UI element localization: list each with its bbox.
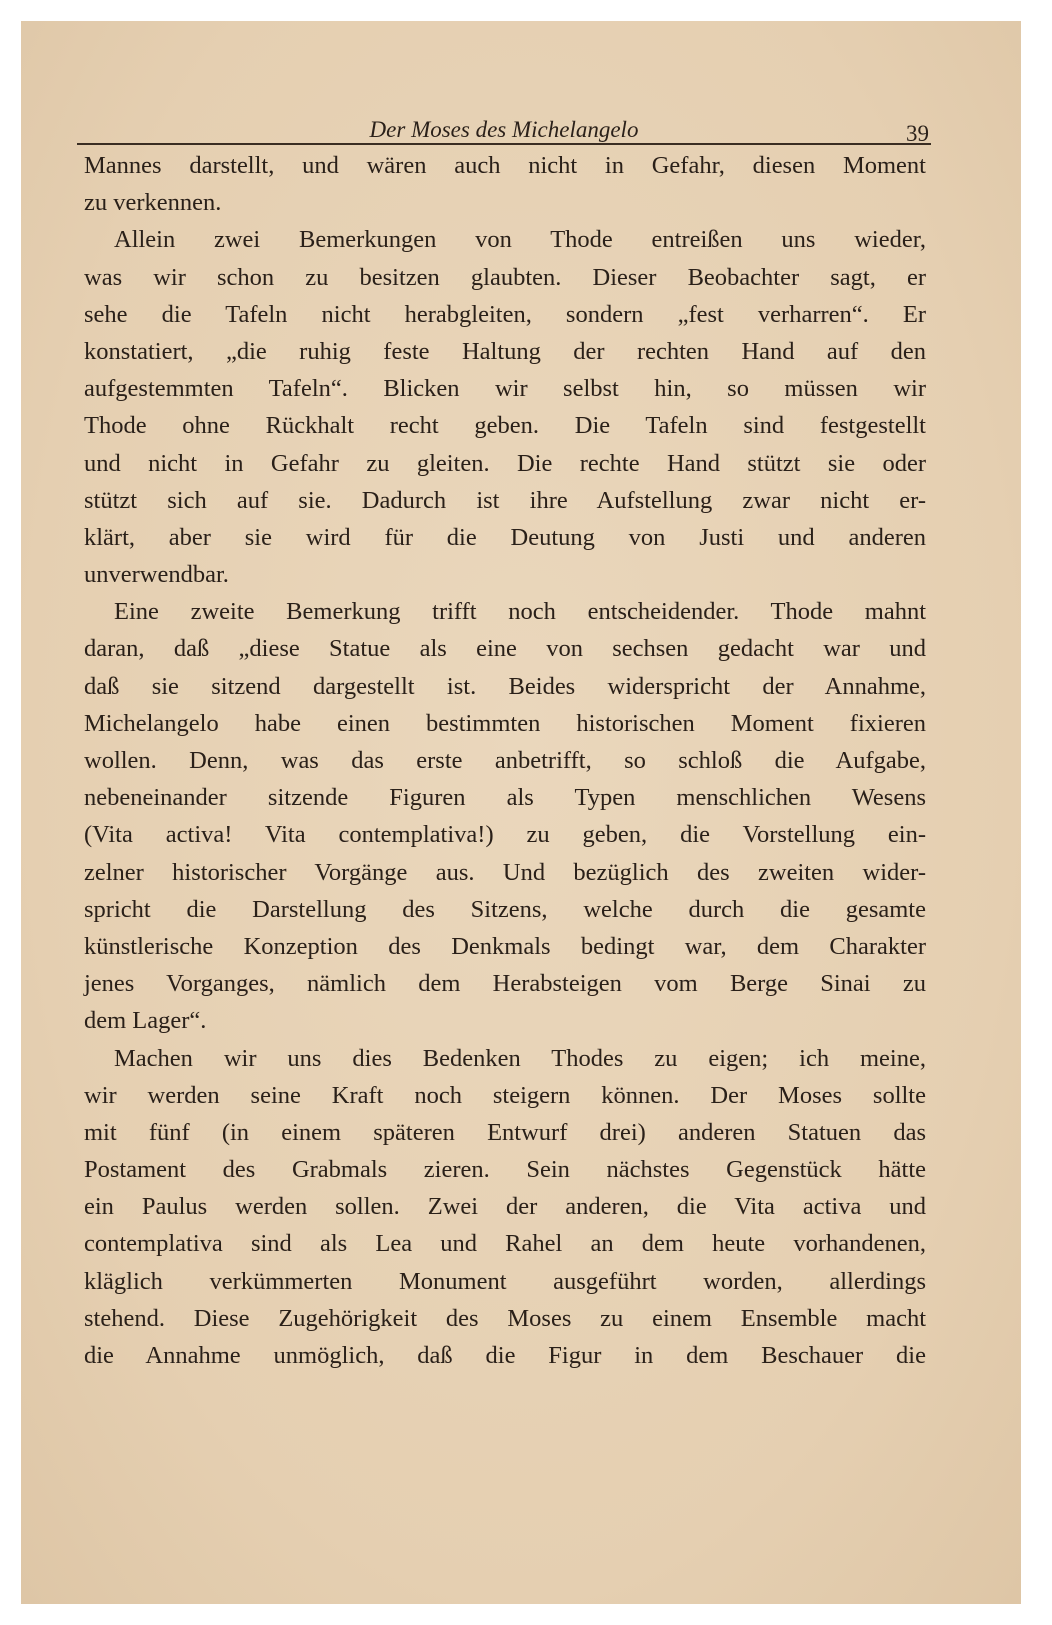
text-line: spricht die Darstellung des Sitzens, welche durch die gesamte — [84, 895, 926, 923]
text-line: stützt sich auf sie. Dadurch ist ihre Aufstellung zwar nicht er- — [84, 486, 926, 514]
text-line: stehend. Diese Zugehörigkeit des Moses zu einem Ensemble macht — [84, 1304, 926, 1332]
text-line: Mannes darstellt, und wären auch nicht in Gefahr, diesen Moment — [84, 152, 926, 179]
text-line: die Annahme unmöglich, daß die Figur in dem Beschauer die — [84, 1342, 926, 1369]
text-line: contemplativa sind als Lea und Rahel an dem heute vorhandenen, — [84, 1230, 926, 1258]
text-line: daran, daß „diese Statue als eine von sechsen gedacht war und — [84, 635, 926, 663]
book-page — [21, 21, 1021, 1604]
text-line: Postament des Grabmals zieren. Sein nächstes Gegenstück hätte — [84, 1156, 926, 1184]
text-line: Eine zweite Bemerkung trifft noch entscheidender. Thode mahnt — [114, 598, 926, 626]
running-title: Der Moses des Michelangelo — [369, 117, 639, 142]
text-line: konstatiert, „die ruhig feste Haltung der rechten Hand auf den — [84, 337, 926, 365]
text-line: mit fünf (in einem späteren Entwurf drei) anderen Statuen das — [84, 1118, 926, 1146]
text-line: jenes Vorganges, nämlich dem Herabsteigen vom Berge Sinai zu — [84, 970, 926, 998]
text-line: künstlerische Konzeption des Denkmals bedingt war, dem Charakter — [84, 932, 926, 960]
page-number: 39 — [906, 121, 929, 146]
text-line: klärt, aber sie wird für die Deutung von Justi und anderen — [84, 523, 926, 551]
text-line: dem Lager“. — [84, 1007, 207, 1035]
text-line: wir werden seine Kraft noch steigern können. Der Moses sollte — [84, 1081, 926, 1109]
body-text — [84, 147, 926, 1374]
text-line: aufgestemmten Tafeln“. Blicken wir selbst hin, so müssen wir — [84, 375, 926, 403]
text-line: Michelangelo habe einen bestimmten historischen Moment fixieren — [84, 709, 926, 737]
text-line: Thode ohne Rückhalt recht geben. Die Tafeln sind festgestellt — [84, 412, 926, 440]
text-line: Allein zwei Bemerkungen von Thode entreißen uns wieder, — [114, 226, 926, 254]
text-line: zelner historischer Vorgänge aus. Und bezüglich des zweiten wider- — [84, 858, 926, 886]
text-line: sehe die Tafeln nicht herabgleiten, sondern „fest verharren“. Er — [84, 300, 926, 328]
text-line: wollen. Denn, was das erste anbetrifft, so schloß die Aufgabe, — [84, 747, 926, 774]
text-line: ein Paulus werden sollen. Zwei der anderen, die Vita activa und — [84, 1193, 926, 1221]
text-line: daß sie sitzend dargestellt ist. Beides widerspricht der Annahme, — [84, 672, 926, 700]
text-line: was wir schon zu besitzen glaubten. Dieser Beobachter sagt, er — [84, 263, 926, 291]
page-header — [77, 99, 931, 145]
text-line: zu verkennen. — [84, 189, 222, 217]
text-line: Machen wir uns dies Bedenken Thodes zu eigen; ich meine, — [114, 1044, 926, 1072]
text-line: (Vita activa! Vita contemplativa!) zu geben, die Vorstellung ein- — [84, 821, 926, 849]
text-line: und nicht in Gefahr zu gleiten. Die rechte Hand stützt sie oder — [84, 449, 926, 477]
text-line: nebeneinander sitzende Figuren als Typen menschlichen Wesens — [84, 784, 926, 812]
text-line: kläglich verkümmerten Monument ausgeführt worden, allerdings — [84, 1267, 926, 1295]
text-line: unverwendbar. — [84, 561, 229, 589]
